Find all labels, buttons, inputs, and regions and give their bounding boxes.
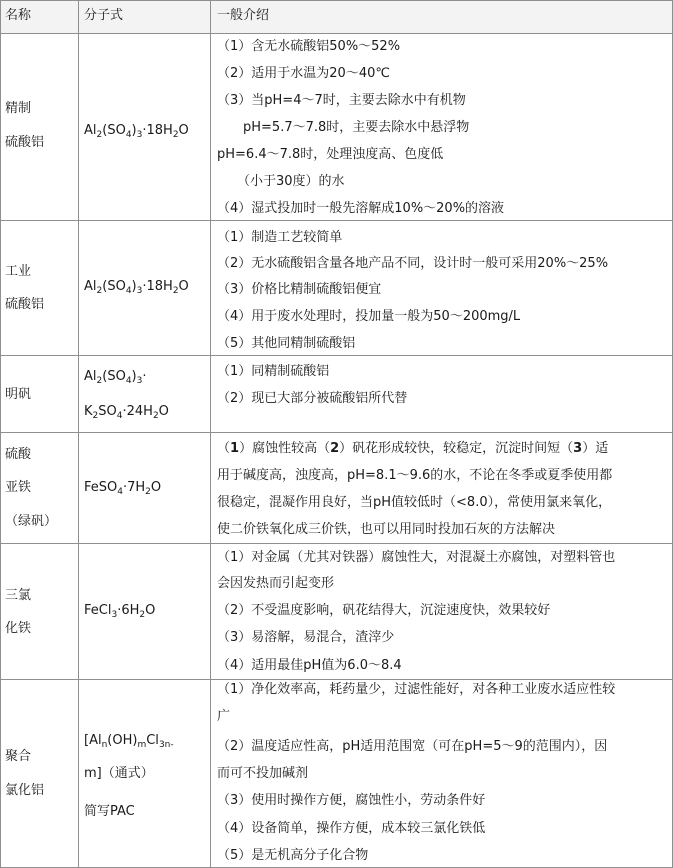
intro-line: （4）湿式投加时一般先溶解成10%～20%的溶液: [217, 201, 505, 216]
intro-line: （1）制造工艺较简单: [217, 230, 343, 245]
intro-line: （3）价格比精制硫酸铝便宜: [217, 282, 382, 297]
molecular-formula: $FeSO_4\cdot 7H_2O$: [84, 480, 162, 497]
reagent-name: 氯化铝: [5, 783, 45, 798]
table-row-border: [0, 543, 673, 544]
intro-line: （2）温度适应性高，pH适用范围宽（可在pH=5～9的范围内），因: [217, 739, 608, 754]
intro-line: （5）是无机高分子化合物: [217, 848, 369, 863]
header-formula: 分子式: [84, 8, 124, 23]
intro-line: （5）其他同精制硫酸铝: [217, 336, 356, 351]
intro-line: （3）使用时操作方便，腐蚀性小，劳动条件好: [217, 793, 486, 808]
intro-line: （2）不受温度影响，矾花结得大，沉淀速度快，效果较好: [217, 603, 551, 618]
reagent-name: 工业: [5, 264, 32, 279]
intro-line: 使二价铁氧化成三价铁，也可以用同时投加石灰的方法解决: [217, 522, 556, 537]
molecular-formula: $FeCl_3\cdot 6H_2O$: [84, 603, 156, 620]
table-row-border: [0, 33, 673, 34]
intro-line: （2）适用于水温为20～40℃: [217, 66, 390, 81]
reagent-name: 三氯: [5, 588, 32, 603]
intro-line: （1）对金属（尤其对铁器）腐蚀性大，对混凝土亦腐蚀，对塑料管也: [217, 550, 616, 565]
molecular-formula: $Al_2(SO_4)_3\cdot 18H_2O$: [84, 279, 189, 296]
table-column-border: [78, 0, 79, 868]
molecular-formula: 简写PAC: [84, 804, 135, 819]
intro-line: pH=6.4～7.8时，处理浊度高、色度低: [217, 147, 444, 162]
intro-line: 很稳定，混凝作用良好，当pH值较低时（<8.0），常使用氯来氧化，: [217, 495, 612, 510]
intro-line: （4）适用最佳pH值为6.0～8.4: [217, 658, 402, 673]
table-column-border: [0, 0, 1, 868]
reagent-name: 明矾: [5, 387, 32, 402]
intro-line: （1）含无水硫酸铝50%～52%: [217, 39, 401, 54]
reagent-name: 聚合: [5, 749, 32, 764]
intro-line: （1）净化效率高，耗药量少，过滤性能好，对各种工业废水适应性较: [217, 682, 616, 697]
table-row-border: [0, 0, 673, 1]
table-row-border: [0, 679, 673, 680]
header-name: 名称: [5, 8, 32, 23]
header-intro: 一般介绍: [217, 8, 270, 23]
intro-line: （1）腐蚀性较高（2）矾花形成较快，较稳定，沉淀时间短（3）适: [217, 441, 609, 456]
molecular-formula: m]（通式）: [84, 766, 154, 781]
molecular-formula: $K_2SO_4\cdot 24H_2O$: [84, 404, 169, 421]
table-row-border: [0, 355, 673, 356]
reagent-name: （绿矾）: [5, 514, 58, 529]
molecular-formula: [$Al_n(OH)_mCl_{3n-}$: [84, 733, 174, 750]
intro-line: （4）用于废水处理时，投加量一般为50～200mg/L: [217, 309, 521, 324]
intro-line: （3）易溶解，易混合，渣滓少: [217, 630, 395, 645]
intro-line: （小于30度）的水: [237, 174, 345, 189]
table-row-border: [0, 432, 673, 433]
intro-line: （2）现已大部分被硫酸铝所代替: [217, 391, 408, 406]
intro-line: 用于碱度高，浊度高，pH=8.1～9.6的水，不论在冬季或夏季使用都: [217, 468, 613, 483]
table-column-border: [210, 0, 211, 868]
table-row-border: [0, 220, 673, 221]
reagent-name: 化铁: [5, 621, 32, 636]
molecular-formula: $Al_2(SO_4)_3\cdot$: [84, 369, 147, 386]
intro-line: （2）无水硫酸铝含量各地产品不同，设计时一般可采用20%～25%: [217, 256, 609, 271]
intro-line: 会因发热而引起变形: [217, 576, 335, 591]
intro-line: 广: [217, 709, 231, 724]
reagent-name: 硫酸: [5, 447, 32, 462]
reagent-name: 硫酸铝: [5, 135, 45, 150]
intro-line: （1）同精制硫酸铝: [217, 364, 330, 379]
reagent-name: 亚铁: [5, 480, 32, 495]
reagent-name: 精制: [5, 101, 32, 116]
intro-line: （4）设备简单，操作方便，成本较三氯化铁低: [217, 821, 486, 836]
molecular-formula: $Al_2(SO_4)_3\cdot 18H_2O$: [84, 123, 189, 140]
intro-line: （3）当pH=4～7时，主要去除水中有机物: [217, 93, 466, 108]
reagent-name: 硫酸铝: [5, 297, 45, 312]
intro-line: 而可不投加碱剂: [217, 766, 309, 781]
intro-line: pH=5.7～7.8时，主要去除水中悬浮物: [243, 120, 470, 135]
